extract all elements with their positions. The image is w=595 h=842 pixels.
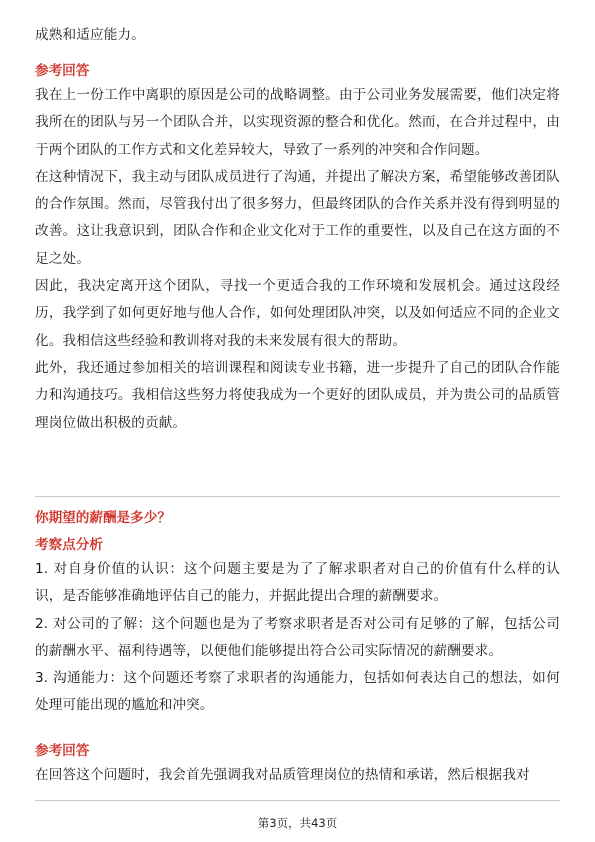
answer2-start: 在回答这个问题时，我会首先强调我对品质管理岗位的热情和承诺，然后根据我对 xyxy=(35,767,530,783)
analysis-point: 3. 沟通能力：这个问题还考察了求职者的沟通能力，包括如何表达自己的想法，如何处理可能出现的尴尬和冲突。 xyxy=(35,670,560,714)
question2-title: 你期望的薪酬是多少？ xyxy=(35,510,171,526)
answer1-paragraph: 因此，我决定离开这个团队，寻找一个更适合我的工作环境和发展机会。通过这段经历，我学到了如何更好地与他人合作，如何处理团队冲突，以及如何适应不同的企业文化。我相信这些经验和教训将对我的未来发展有很大的帮助。 xyxy=(35,278,560,349)
analysis-points xyxy=(35,556,560,720)
intro-tail: 成熟和适应能力。 xyxy=(35,27,145,43)
answer1-body xyxy=(35,82,560,437)
answer1-paragraph: 在这种情况下，我主动与团队成员进行了沟通，并提出了解决方案，希望能够改善团队的合作氛围。然而，尽管我付出了很多努力，但最终团队的合作关系并没有得到明显的改善。这让我意识到，团队合作和企业文化对于工作的重要性，以及自己在这方面的不足之处。 xyxy=(35,168,560,267)
page-number: 第3页，共43页 xyxy=(257,816,338,830)
analysis-point: 2. 对公司的了解：这个问题也是为了考察求职者是否对公司有足够的了解，包括公司的薪酬水平、福利待遇等，以便他们能够提出符合公司实际情况的薪酬要求。 xyxy=(35,615,560,659)
answer1-heading: 参考回答 xyxy=(35,63,90,79)
answer1-paragraph: 此外，我还通过参加相关的培训课程和阅读专业书籍，进一步提升了自己的团队合作能力和沟通技巧。我相信这些努力将使我成为一个更好的团队成员，并为贵公司的品质管理岗位做出积极的贡献。 xyxy=(35,359,560,431)
answer2-heading: 参考回答 xyxy=(35,743,90,759)
analysis-point: 1. 对自身价值的认识：这个问题主要是为了了解求职者对自己的价值有什么样的认识，是否能够准确地评估自己的能力，并据此提出合理的薪酬要求。 xyxy=(35,561,560,605)
footer-divider xyxy=(35,800,560,801)
analysis-heading: 考察点分析 xyxy=(35,537,103,553)
answer1-paragraph: 我在上一份工作中离职的原因是公司的战略调整。由于公司业务发展需要，他们决定将我所在的团队与另一个团队合并，以实现资源的整合和优化。然而，在合并过程中，由于两个团队的工作方式和文化差异较大，导致了一系列的冲突和合作问题。 xyxy=(35,87,560,158)
section-divider xyxy=(35,496,560,497)
